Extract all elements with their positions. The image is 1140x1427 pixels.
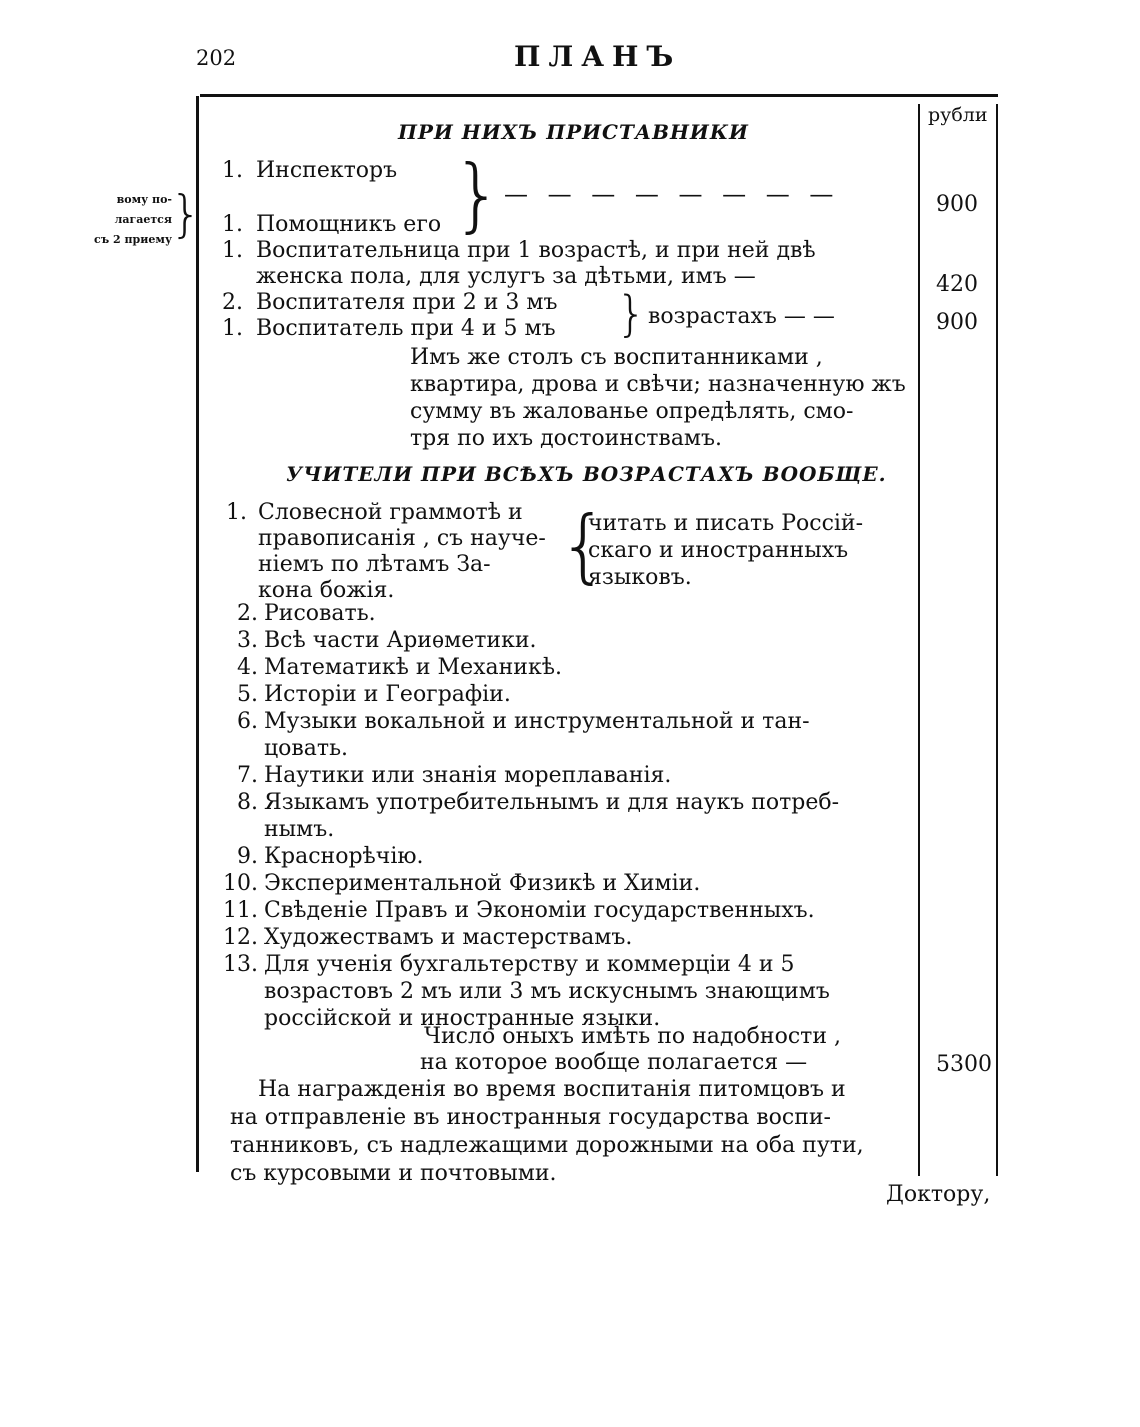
grammar-line: Словесной граммотѣ и — [258, 500, 523, 525]
item-text: Для ученія бухгальтерству и коммерціи 4 и 5 — [264, 952, 795, 977]
grammar-subject — [258, 500, 546, 604]
list-item — [214, 924, 839, 951]
item-number: 4. — [237, 655, 258, 680]
item-continuation: россійской и иностранные языки. — [264, 1006, 661, 1031]
left-frame-rule — [196, 96, 199, 1172]
awards-paragraph — [230, 1076, 864, 1188]
awards-line: съ курсовыми и почтовыми. — [230, 1161, 557, 1186]
grammar-detail — [588, 510, 863, 591]
amount-4: 5300 — [936, 1052, 992, 1077]
item-text: Математикѣ и Механикѣ. — [264, 655, 562, 680]
ages-brace: } — [616, 286, 647, 342]
item-number: 1. — [222, 212, 243, 237]
teacher-count-line-1: Число оныхъ имѣть по надобности , — [424, 1024, 841, 1049]
item-number: 8. — [237, 790, 258, 815]
list-item — [214, 951, 839, 978]
item-continuation: возрастовъ 2 мъ или 3 мъ искуснымъ знающимъ — [264, 979, 830, 1004]
item-text: Экспериментальной Физикѣ и Химіи. — [264, 871, 701, 896]
item-text: Наутики или знанія мореплаванія. — [264, 763, 672, 788]
item-number: 2. — [222, 290, 243, 315]
item-continuation: цовать. — [264, 736, 349, 761]
list-item — [214, 870, 839, 897]
margin-note-line: лагается — [114, 213, 172, 226]
grammar-brace: { — [558, 499, 609, 592]
educator-female-line-2: женска пола, для услугъ за дѣтьми, имъ — — [256, 264, 756, 289]
item-number: 1. — [222, 316, 243, 341]
item-text: Свѣденіе Правъ и Экономіи государственныхъ. — [264, 898, 815, 923]
item-text: Художествамъ и мастерствамъ. — [264, 925, 633, 950]
amount-column-rule-right — [996, 104, 998, 1176]
board-note-line: сумму въ жалованье опредѣлять, смо- — [410, 399, 854, 424]
column-header: рубли — [928, 104, 988, 126]
running-title: ПЛАНЪ — [514, 40, 682, 73]
awards-line: на отправленіе въ иностранныя государства воспи- — [230, 1105, 831, 1130]
margin-note-line: съ 2 приему — [94, 233, 172, 246]
awards-line: танниковъ, съ надлежащими дорожными на оба пути, — [230, 1133, 864, 1158]
inspector-label: Инспекторъ — [256, 158, 398, 183]
item-number: 13. — [223, 952, 258, 977]
awards-line: На награжденія во время воспитанія питомцовъ и — [258, 1077, 846, 1102]
item-text: Музыки вокальной и инструментальной и тан- — [264, 709, 810, 734]
list-item — [214, 843, 839, 870]
item-number: 6. — [237, 709, 258, 734]
grammar-line: ніемъ по лѣтамъ За- — [258, 552, 491, 577]
teacher-count-line-2: на которое вообще полагается — — [420, 1050, 808, 1075]
item-number: 2. — [237, 601, 258, 626]
amount-1: 900 — [936, 192, 978, 217]
item-text: Рисовать. — [264, 601, 376, 626]
item-number: 9. — [237, 844, 258, 869]
grammar-detail-line: языковъ. — [588, 565, 692, 590]
grammar-line: кона божія. — [258, 578, 395, 603]
catchword: Доктору, — [886, 1182, 991, 1207]
item-text: Краснорѣчію. — [264, 844, 424, 869]
board-note-line: Имъ же столъ съ воспитанниками , — [410, 345, 823, 370]
amount-3: 900 — [936, 310, 978, 335]
educators-label: Воспитателя при 2 и 3 мъ — [256, 290, 558, 315]
list-item — [214, 789, 839, 816]
item-text: Исторіи и Географіи. — [264, 682, 511, 707]
item-number: 11. — [223, 898, 258, 923]
page-number: 202 — [196, 46, 237, 70]
margin-brace: } — [170, 185, 202, 243]
margin-note — [72, 190, 172, 250]
top-rule — [200, 94, 998, 97]
amount-2: 420 — [936, 272, 978, 297]
margin-note-line: вому по- — [116, 193, 172, 206]
list-item — [214, 897, 839, 924]
item-number: 1. — [226, 500, 247, 525]
list-item — [214, 708, 839, 735]
item-number: 7. — [237, 763, 258, 788]
grammar-detail-line: читать и писать Россій- — [588, 511, 864, 536]
assistant-label: Помощникъ его — [256, 212, 442, 237]
item-number: 10. — [223, 871, 258, 896]
amount-column-rule-left — [918, 104, 920, 1176]
board-note-line: квартира, дрова и свѣчи; назначенную жъ — [410, 372, 906, 397]
teacher-subject-list — [214, 600, 839, 1032]
list-item — [214, 762, 839, 789]
list-item — [214, 681, 839, 708]
educator-female-line-1: Воспитательница при 1 возрастѣ, и при ней двѣ — [256, 238, 816, 263]
section-heading-overseers: ПРИ НИХЪ ПРИСТАВНИКИ — [398, 120, 749, 144]
item-text: Всѣ части Ариѳметики. — [264, 628, 537, 653]
item-continuation: нымъ. — [264, 817, 335, 842]
item-number: 5. — [237, 682, 258, 707]
item-number: 3. — [237, 628, 258, 653]
item-number: 1. — [222, 158, 243, 183]
dash-leader: — — — — — — — — — [504, 180, 840, 208]
board-note-line: тря по ихъ достоинствамъ. — [410, 426, 723, 451]
educator-label: Воспитатель при 4 и 5 мъ — [256, 316, 556, 341]
grammar-line: правописанія , съ науче- — [258, 526, 546, 551]
list-item — [214, 654, 839, 681]
board-note — [410, 344, 906, 452]
inspector-brace: } — [452, 148, 503, 241]
grammar-detail-line: скаго и иностранныхъ — [588, 538, 849, 563]
item-number: 1. — [222, 238, 243, 263]
ages-word: возрастахъ — — — [648, 304, 835, 329]
item-text: Языкамъ употребительнымъ и для наукъ потреб- — [264, 790, 840, 815]
list-item — [214, 600, 839, 627]
list-item — [214, 627, 839, 654]
item-number: 12. — [223, 925, 258, 950]
section-heading-teachers: УЧИТЕЛИ ПРИ ВСѢХЪ ВОЗРАСТАХЪ ВООБЩЕ. — [286, 462, 887, 486]
